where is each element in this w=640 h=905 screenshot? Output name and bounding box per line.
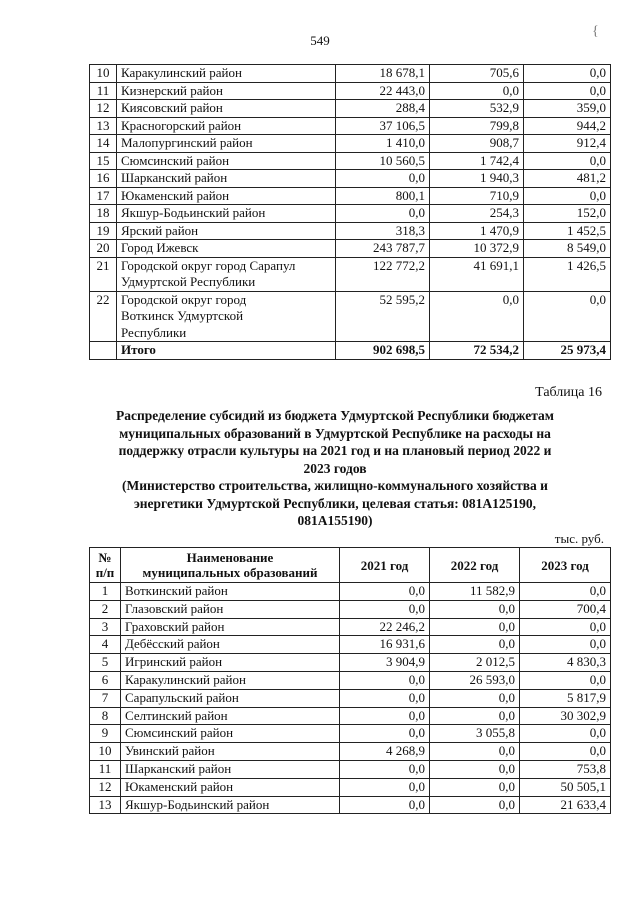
corner-mark: { — [592, 24, 599, 39]
value-2022: 0,0 — [430, 82, 524, 100]
value-2021: 0,0 — [340, 600, 430, 618]
row-number: 1 — [90, 583, 121, 601]
municipality-name: Сарапульский район — [121, 689, 340, 707]
heading-line: Распределение субсидий из бюджета Удмуртской Республики бюджетам — [115, 408, 555, 423]
municipality-name: Увинский район — [121, 743, 340, 761]
table-row — [90, 600, 611, 618]
row-number: 10 — [90, 65, 117, 83]
value-2023: 5 817,9 — [520, 689, 611, 707]
value-2022: 1 470,9 — [430, 222, 524, 240]
culture-subsidy-table-body — [90, 583, 611, 814]
value-2021: 800,1 — [336, 187, 430, 205]
value-2022: 0,0 — [430, 291, 524, 342]
table-row — [90, 187, 611, 205]
value-2023: 152,0 — [524, 205, 611, 223]
table-row — [90, 796, 611, 814]
value-2023: 0,0 — [524, 152, 611, 170]
header-name-line2: муниципальных образований — [142, 565, 318, 580]
table-row — [90, 170, 611, 188]
municipality-name: Юкаменский район — [121, 778, 340, 796]
municipality-name — [117, 257, 336, 291]
table-row — [90, 240, 611, 258]
row-number: 11 — [90, 82, 117, 100]
table-row — [90, 778, 611, 796]
row-number: 16 — [90, 170, 117, 188]
value-2022: 0,0 — [430, 689, 520, 707]
municipality-name-line: Городской округ город — [121, 291, 247, 307]
municipality-name: Граховский район — [121, 618, 340, 636]
row-number: 12 — [90, 100, 117, 118]
value-2021: 22 443,0 — [336, 82, 430, 100]
municipality-name-line: Воткинск Удмуртской — [121, 308, 244, 323]
municipality-name: Игринский район — [121, 654, 340, 672]
value-2023: 8 549,0 — [524, 240, 611, 258]
page-number: 549 — [310, 33, 330, 48]
units-label: тыс. руб. — [554, 531, 604, 546]
value-2022: 0,0 — [430, 778, 520, 796]
value-2023: 1 452,5 — [524, 222, 611, 240]
municipality-name: Ярский район — [117, 222, 336, 240]
row-number: 3 — [90, 618, 121, 636]
value-2023: 0,0 — [520, 583, 611, 601]
municipality-name-line: Удмуртской Республики — [121, 274, 256, 289]
municipality-name: Воткинский район — [121, 583, 340, 601]
row-number: 5 — [90, 654, 121, 672]
table-row — [90, 82, 611, 100]
value-2022: 11 582,9 — [430, 583, 520, 601]
value-2022: 41 691,1 — [430, 257, 524, 291]
header-2022: 2022 год — [430, 548, 520, 583]
value-2022: 10 372,9 — [430, 240, 524, 258]
subsidy-table-continued — [89, 64, 611, 360]
table-row — [90, 583, 611, 601]
heading-line: энергетики Удмуртской Республики, целевая статья: 081А125190, — [133, 495, 537, 511]
row-number: 10 — [90, 743, 121, 761]
value-2021: 122 772,2 — [336, 257, 430, 291]
table-row — [90, 100, 611, 118]
value-2023: 21 633,4 — [520, 796, 611, 814]
value-2023: 944,2 — [524, 117, 611, 135]
value-2021: 3 904,9 — [340, 654, 430, 672]
value-2021: 0,0 — [340, 671, 430, 689]
heading-line: (Министерство строительства, жилищно-коммунального хозяйства и — [122, 478, 548, 493]
value-2023: 753,8 — [520, 760, 611, 778]
row-number: 12 — [90, 778, 121, 796]
value-2021: 0,0 — [340, 583, 430, 601]
value-2023: 0,0 — [520, 671, 611, 689]
municipality-name: Шарканский район — [117, 170, 336, 188]
table-heading — [60, 407, 610, 530]
value-2021: 288,4 — [336, 100, 430, 118]
municipality-name: Якшур-Бодьинский район — [117, 205, 336, 223]
value-2022: 0,0 — [430, 743, 520, 761]
value-2021: 16 931,6 — [340, 636, 430, 654]
municipality-name-line: Республики — [121, 324, 187, 340]
value-2023: 0,0 — [520, 725, 611, 743]
total-2021: 902 698,5 — [336, 342, 430, 360]
municipality-name: Сюмсинский район — [117, 152, 336, 170]
row-number: 2 — [90, 600, 121, 618]
value-2021: 4 268,9 — [340, 743, 430, 761]
value-2022: 0,0 — [430, 600, 520, 618]
value-2022: 26 593,0 — [430, 671, 520, 689]
value-2021: 22 246,2 — [340, 618, 430, 636]
value-2023: 0,0 — [524, 291, 611, 342]
table-row — [90, 618, 611, 636]
row-number: 17 — [90, 187, 117, 205]
heading-line: 2023 годов — [303, 460, 367, 476]
table-row — [90, 725, 611, 743]
value-2023: 30 302,9 — [520, 707, 611, 725]
row-number: 8 — [90, 707, 121, 725]
value-2022: 0,0 — [430, 618, 520, 636]
municipality-name: Каракулинский район — [117, 65, 336, 83]
value-2023: 912,4 — [524, 135, 611, 153]
row-number: 13 — [90, 796, 121, 814]
row-number: 19 — [90, 222, 117, 240]
row-number: 6 — [90, 671, 121, 689]
municipality-name: Город Ижевск — [117, 240, 336, 258]
table-row — [90, 760, 611, 778]
row-number: 9 — [90, 725, 121, 743]
value-2023: 0,0 — [524, 82, 611, 100]
table-caption: Таблица 16 — [535, 385, 602, 400]
subsidy-table-continued-body — [90, 65, 611, 360]
header-name — [121, 548, 340, 583]
table-row — [90, 689, 611, 707]
value-2021: 0,0 — [340, 778, 430, 796]
heading-line: 081А155190) — [297, 513, 373, 528]
value-2021: 18 678,1 — [336, 65, 430, 83]
row-number: 18 — [90, 205, 117, 223]
value-2022: 0,0 — [430, 796, 520, 814]
value-2022: 710,9 — [430, 187, 524, 205]
heading-line: поддержку отрасли культуры на 2021 год и на плановый период 2022 и — [118, 443, 552, 458]
value-2021: 0,0 — [340, 725, 430, 743]
value-2021: 1 410,0 — [336, 135, 430, 153]
value-2023: 0,0 — [520, 636, 611, 654]
total-row — [90, 342, 611, 360]
table-row — [90, 205, 611, 223]
row-number: 14 — [90, 135, 117, 153]
header-num-line2: п/п — [95, 565, 115, 580]
value-2022: 1 742,4 — [430, 152, 524, 170]
municipality-name: Юкаменский район — [117, 187, 336, 205]
table-row — [90, 257, 611, 291]
value-2022: 3 055,8 — [430, 725, 520, 743]
row-number: 15 — [90, 152, 117, 170]
value-2023: 359,0 — [524, 100, 611, 118]
value-2021: 0,0 — [340, 796, 430, 814]
value-2021: 318,3 — [336, 222, 430, 240]
municipality-name: Кизнерский район — [117, 82, 336, 100]
table-row — [90, 152, 611, 170]
municipality-name: Дебёсский район — [121, 636, 340, 654]
municipality-name: Каракулинский район — [121, 671, 340, 689]
municipality-name: Сюмсинский район — [121, 725, 340, 743]
municipality-name — [117, 291, 336, 342]
value-2021: 0,0 — [340, 707, 430, 725]
value-2023: 0,0 — [524, 65, 611, 83]
table-row — [90, 654, 611, 672]
value-2022: 0,0 — [430, 707, 520, 725]
value-2023: 50 505,1 — [520, 778, 611, 796]
total-label: Итого — [117, 342, 336, 360]
value-2021: 37 106,5 — [336, 117, 430, 135]
value-2021: 0,0 — [336, 170, 430, 188]
culture-subsidy-table-header — [90, 548, 611, 583]
table-row — [90, 222, 611, 240]
value-2023: 1 426,5 — [524, 257, 611, 291]
table-row — [90, 707, 611, 725]
row-number: 21 — [90, 257, 117, 291]
value-2022: 0,0 — [430, 760, 520, 778]
row-number: 13 — [90, 117, 117, 135]
municipality-name: Якшур-Бодьинский район — [121, 796, 340, 814]
table-row — [90, 117, 611, 135]
table-row — [90, 65, 611, 83]
row-number: 11 — [90, 760, 121, 778]
municipality-name: Глазовский район — [121, 600, 340, 618]
value-2022: 908,7 — [430, 135, 524, 153]
culture-subsidy-table — [89, 547, 611, 814]
row-number: 22 — [90, 291, 117, 342]
value-2023: 481,2 — [524, 170, 611, 188]
table-row — [90, 135, 611, 153]
table-row — [90, 291, 611, 342]
municipality-name: Малопургинский район — [117, 135, 336, 153]
value-2021: 0,0 — [336, 205, 430, 223]
table-row — [90, 671, 611, 689]
municipality-name: Шарканский район — [121, 760, 340, 778]
value-2022: 2 012,5 — [430, 654, 520, 672]
row-number: 20 — [90, 240, 117, 258]
heading-line: муниципальных образований в Удмуртской Республике на расходы на — [119, 425, 551, 441]
table-row — [90, 743, 611, 761]
municipality-name: Селтинский район — [121, 707, 340, 725]
value-2021: 0,0 — [340, 689, 430, 707]
value-2021: 0,0 — [340, 760, 430, 778]
total-2022: 72 534,2 — [430, 342, 524, 360]
municipality-name: Красногорский район — [117, 117, 336, 135]
value-2023: 4 830,3 — [520, 654, 611, 672]
header-num — [90, 548, 121, 583]
header-2021: 2021 год — [340, 548, 430, 583]
total-2023: 25 973,4 — [524, 342, 611, 360]
value-2022: 532,9 — [430, 100, 524, 118]
value-2022: 1 940,3 — [430, 170, 524, 188]
municipality-name: Киясовский район — [117, 100, 336, 118]
header-num-line1: № — [98, 550, 112, 565]
value-2021: 52 595,2 — [336, 291, 430, 342]
value-2021: 10 560,5 — [336, 152, 430, 170]
total-row-number — [90, 342, 117, 360]
value-2022: 254,3 — [430, 205, 524, 223]
value-2023: 0,0 — [524, 187, 611, 205]
value-2023: 0,0 — [520, 618, 611, 636]
value-2022: 0,0 — [430, 636, 520, 654]
value-2023: 700,4 — [520, 600, 611, 618]
header-name-line1: Наименование — [186, 550, 274, 565]
value-2022: 705,6 — [430, 65, 524, 83]
value-2021: 243 787,7 — [336, 240, 430, 258]
row-number: 7 — [90, 689, 121, 707]
value-2022: 799,8 — [430, 117, 524, 135]
row-number: 4 — [90, 636, 121, 654]
table-row — [90, 636, 611, 654]
header-row — [90, 548, 611, 583]
municipality-name-line: Городской округ город Сарапул — [121, 257, 296, 273]
value-2023: 0,0 — [520, 743, 611, 761]
header-2023: 2023 год — [520, 548, 611, 583]
